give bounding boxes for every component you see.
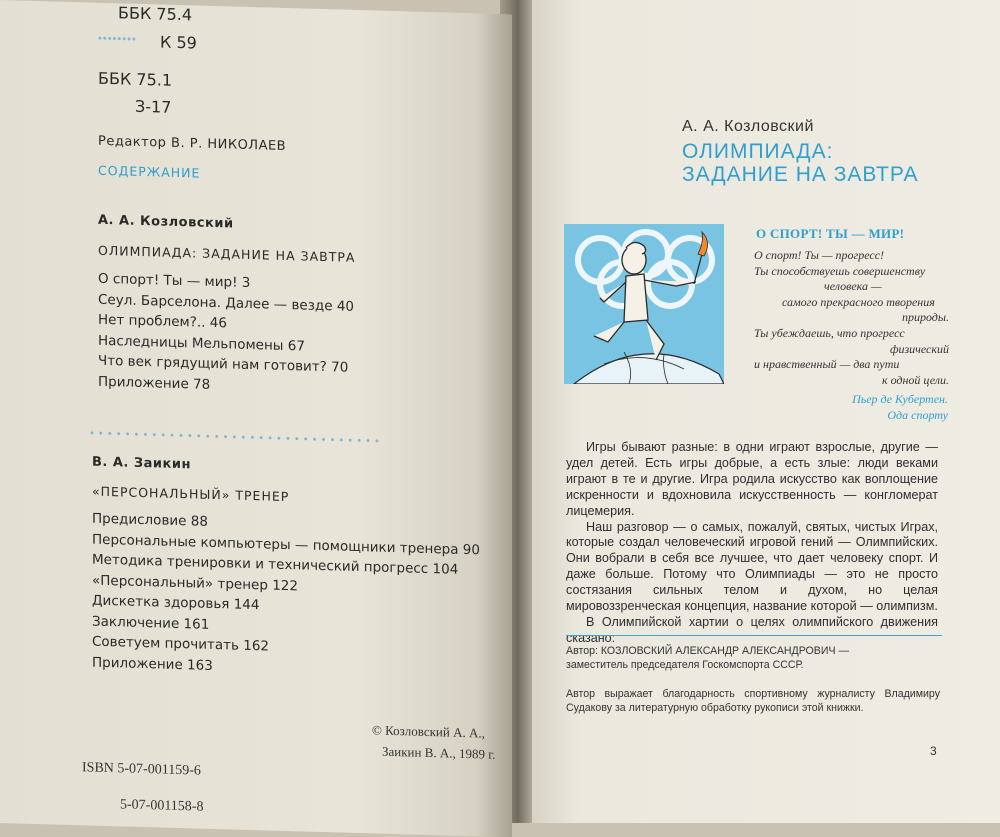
paragraph: В Олимпийской хартии о целях олимпийского движения сказано: [566,614,938,645]
toc-item[interactable]: Заключение 161 [92,613,210,633]
part2-title: «ПЕРСОНАЛЬНЫЙ» ТРЕНЕР [92,483,290,505]
bbk-code-1: ББК 75.4 [118,3,193,25]
chapter-title: О СПОРТ! ТЫ — МИР! [756,226,905,241]
bbk-code-2: ББК 75.1 [98,68,173,90]
thanks-note: Автор выражает благодарность спортивному журналисту Владимиру Судакову за литературную обработку рукописи этой книжки. [566,688,940,714]
copyright-line-1: © Козловский А. А., [372,722,485,741]
book-author: А. А. Козловский [682,118,814,135]
epigraph-line: и нравственный — два пути [754,357,900,372]
epigraph-line: природы. [901,310,949,325]
epigraph-line: физический [889,341,949,356]
epigraph-line: человека — [824,279,882,294]
footnote-divider [566,635,942,636]
author-code-2: З-17 [135,96,172,117]
contents-heading: СОДЕРЖАНИЕ [98,162,201,181]
toc-item[interactable]: Методика тренировки и технический прогресс 104 [92,551,459,578]
toc-item[interactable]: Предисловие 88 [92,510,208,530]
author-code-1: К 59 [160,32,197,53]
dotted-divider: •••••••• [98,32,137,46]
epigraph-attribution [754,392,948,423]
part1-toc [98,269,354,399]
toc-item[interactable]: Персональные компьютеры — помощники тренера 90 [92,531,480,558]
author-note [566,645,942,672]
toc-item[interactable]: Нет проблем?.. 46 [98,311,227,332]
paragraph: Наш разговор — о самых, пожалуй, святых, чистых Играх, которые создал человеческий игровой гений — Олимпийских. Они вобрали в себя все лучшее, что дает человеку спорт. И даже больше. Потому что Олимпиады — это не просто состязания сильных телом и духом, но целая мировоззренческая концепция, название которой — олимпизм. [566,519,938,614]
isbn-1: ISBN 5-07-001159-6 [82,760,201,779]
epigraph-line: Ты способствуешь совершенству [754,263,926,278]
part1-title: ОЛИМПИАДА: ЗАДАНИЕ НА ЗАВТРА [98,242,356,265]
book-title-line-1: ОЛИМПИАДА: [682,140,834,163]
epigraph-line: О спорт! Ты — прогресс! [754,248,885,262]
epigraph-source: Ода спорту [887,407,948,422]
epigraph-line: к одной цели. [881,372,949,387]
toc-item[interactable]: Советуем прочитать 162 [92,633,270,655]
epigraph-line: Ты убеждаешь, что прогресс [754,325,905,340]
right-page [532,0,1000,823]
body-text [566,440,938,647]
author-note-name: КОЗЛОВСКИЙ АЛЕКСАНДР АЛЕКСАНДРОВИЧ — [600,645,850,657]
paragraph: Игры бывают разные: в одни играют взрослые, другие — удел детей. Есть игры добрые, а есть злые: люди веками играют в те и другие. Игра родила искусство как воплощение искренности и вдохновила искусственность — конгломерат лицемерия. [566,440,938,518]
book-title-line-2: ЗАДАНИЕ НА ЗАВТРА [682,163,919,186]
toc-item[interactable]: Приложение 163 [92,654,213,674]
copyright-line-2: Заикин В. А., 1989 г. [382,743,496,762]
toc-item[interactable]: Что век грядущий нам готовит? 70 [98,352,349,376]
epigraph-line: самого прекрасного творения [782,294,935,309]
toc-item[interactable]: Приложение 78 [98,373,211,393]
toc-item[interactable]: Дискетка здоровья 144 [92,592,260,614]
toc-item[interactable]: «Персональный» тренер 122 [92,572,298,594]
isbn-2: 5-07-001158-8 [120,797,204,815]
epigraph-author: Пьер де Кубертен. [852,392,948,406]
part1-author: А. А. Козловский [98,212,234,232]
editor-line: Редактор В. Р. НИКОЛАЕВ [98,133,287,154]
toc-item[interactable]: Наследницы Мельпомены 67 [98,332,305,355]
page-number: 3 [930,744,937,758]
epigraph [754,248,949,388]
author-note-role: заместитель председателя Госкомспорта СССР. [566,658,804,671]
part2-author: В. А. Заикин [92,454,191,473]
part2-toc [92,509,480,684]
author-note-label: Автор: [566,645,598,657]
dotted-divider: • • • • • • • • • • • • • • • • • • • • • • • • • • • • • • • • • [90,427,380,448]
olympic-runner-illustration [564,224,724,384]
toc-item[interactable]: Сеул. Барселона. Далее — везде 40 [98,291,355,315]
toc-item[interactable]: О спорт! Ты — мир! 3 [98,270,251,291]
